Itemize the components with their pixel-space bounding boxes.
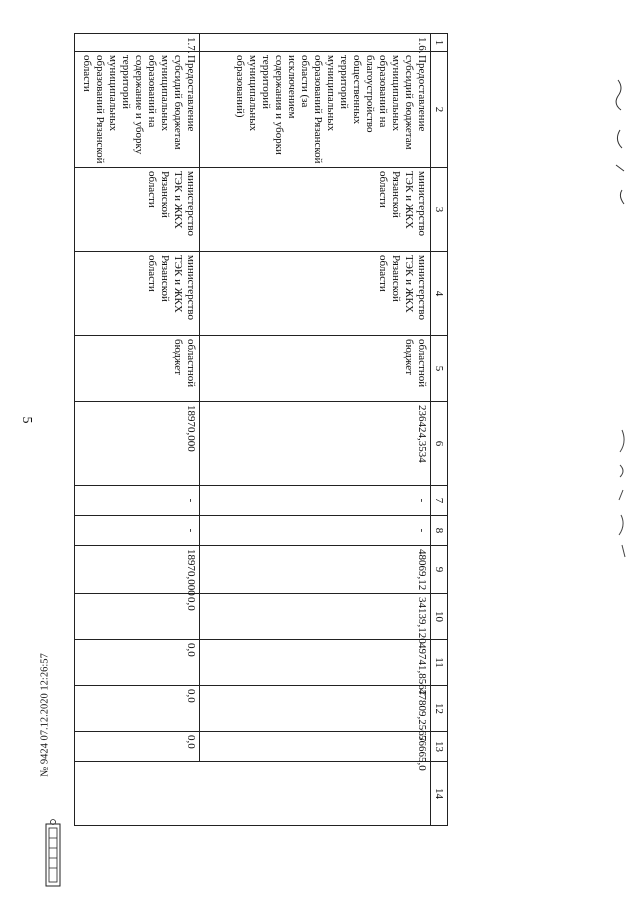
year-value: - [75,486,200,516]
handwritten-marks [606,70,636,240]
total-amount: 236424,3534 [200,402,431,486]
note-cell [75,762,431,826]
total-amount: 18970,000 [75,402,200,486]
table-row [75,34,200,826]
column-number: 4 [431,252,448,336]
measure-name: Предоставление субсидий бюджетам муниципальных образований на содержание и уборку территорий муниципальных образований Рязанской области [75,52,200,168]
executor: министерство ТЭК и ЖКХ Рязанской области [200,168,431,252]
year-value: 49741,8567 [200,640,431,686]
column-number: 3 [431,168,448,252]
recipient: министерство ТЭК и ЖКХ Рязанской области [200,252,431,336]
year-value: 34139,120 [200,594,431,640]
column-number: 12 [431,686,448,732]
year-value: - [200,486,431,516]
column-number: 5 [431,336,448,402]
page-number: 5 [19,416,34,424]
year-value: - [75,516,200,546]
column-number: 6 [431,402,448,486]
funding-source: областной бюджет [75,336,200,402]
column-number: 1 [431,34,448,52]
column-number: 13 [431,732,448,762]
column-number: 10 [431,594,448,640]
year-value: 47809,2567 [200,686,431,732]
year-value: 56665,0 [200,732,431,762]
column-number: 7 [431,486,448,516]
column-number: 8 [431,516,448,546]
row-number: 1.7. [75,34,200,52]
column-number: 14 [431,762,448,826]
recipient: министерство ТЭК и ЖКХ Рязанской области [75,252,200,336]
year-value: 18970,000 [75,546,200,594]
measure-name: Предоставление субсидий бюджетам муниципальных образований на благоустройство общественных территорий муниципальных образований Рязанской области (за исключением содержания и уборки территорий муниципальных образований) [200,52,431,168]
column-number: 9 [431,546,448,594]
table-row [200,34,431,826]
handwritten-marks-lower [608,420,638,570]
year-value: 48069,12 [200,546,431,594]
registration-stamp: № 9424 07.12.2020 12:26:57 [39,653,51,777]
seal-icon [42,818,64,892]
year-value: - [200,516,431,546]
funding-source: областной бюджет [200,336,431,402]
year-value: 0,0 [75,640,200,686]
year-value: 0,0 [75,732,200,762]
column-number: 11 [431,640,448,686]
year-value: 0,0 [75,686,200,732]
executor: министерство ТЭК и ЖКХ Рязанской области [75,168,200,252]
year-value: 0,0 [75,594,200,640]
program-table [80,33,448,825]
column-number-row [431,34,448,826]
row-number: 1.6. [200,34,431,52]
column-number: 2 [431,52,448,168]
